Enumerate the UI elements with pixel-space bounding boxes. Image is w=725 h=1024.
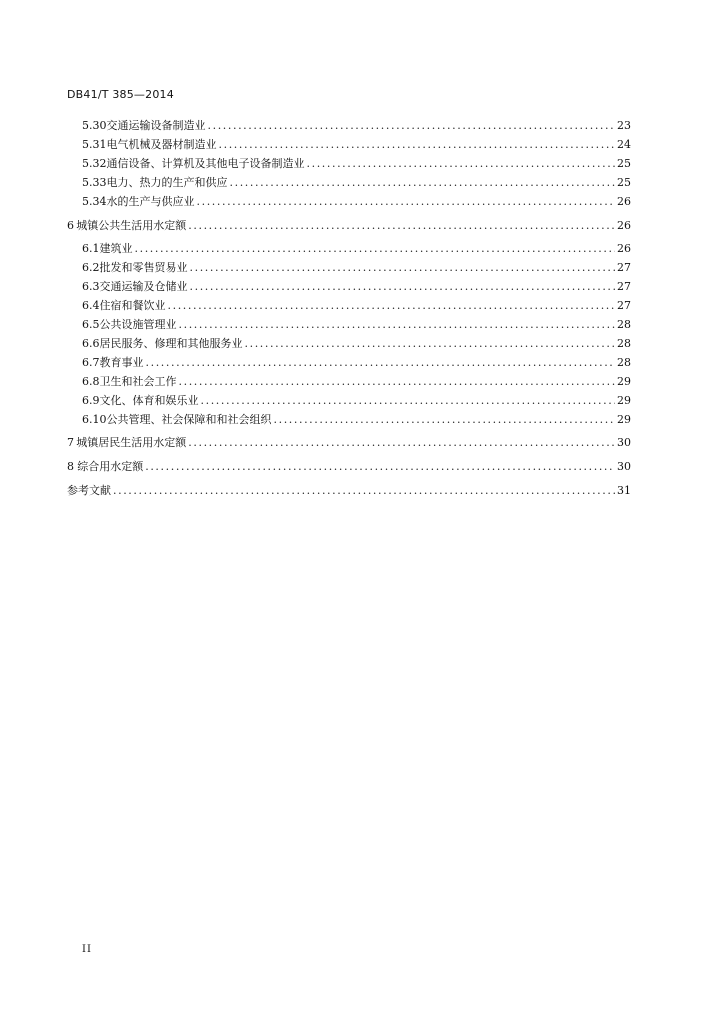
toc-entry-title: 交通运输及仓储业 — [99, 280, 188, 293]
toc-entry-page: 24 — [617, 138, 631, 151]
toc-entry[interactable] — [67, 219, 631, 233]
toc-entry-title: 城镇公共生活用水定额 — [76, 219, 187, 232]
toc-dot-leader — [113, 484, 615, 498]
toc-entry-number: 8 — [67, 460, 74, 473]
toc-entry-title: 教育事业 — [99, 356, 144, 369]
toc-entry-title: 参考文献 — [67, 484, 111, 497]
toc-entry-page: 27 — [617, 261, 631, 274]
toc-entry-title: 住宿和餐饮业 — [99, 299, 166, 312]
toc-entry-title: 电气机械及器材制造业 — [106, 138, 217, 151]
toc-dot-leader — [197, 195, 616, 209]
toc-entry-title: 公共设施管理业 — [99, 318, 177, 331]
toc-entry[interactable] — [82, 337, 631, 351]
toc-dot-leader — [307, 157, 616, 171]
toc-entry-page: 30 — [617, 460, 631, 473]
toc-entry-page: 30 — [617, 436, 631, 449]
toc-entry-number: 6.7 — [82, 356, 100, 369]
toc-entry-number: 6.10 — [82, 413, 107, 426]
toc-entry-page: 28 — [617, 318, 631, 331]
toc-dot-leader — [188, 219, 615, 233]
toc-entry[interactable] — [67, 460, 631, 474]
toc-entry-number: 5.30 — [82, 119, 107, 132]
toc-dot-leader — [190, 261, 616, 275]
toc-entry-number: 6.2 — [82, 261, 100, 274]
toc-entry[interactable] — [82, 413, 631, 427]
toc-entry[interactable] — [67, 436, 631, 450]
toc-entry-title: 城镇居民生活用水定额 — [76, 436, 187, 449]
toc-entry-number: 6.9 — [82, 394, 100, 407]
toc-entry-page: 26 — [617, 195, 631, 208]
toc-entry[interactable] — [82, 394, 631, 408]
toc-entry-title: 文化、体育和娱乐业 — [99, 394, 199, 407]
toc-entry-title: 批发和零售贸易业 — [99, 261, 188, 274]
toc-entry[interactable] — [82, 318, 631, 332]
toc-entry[interactable] — [82, 119, 631, 133]
toc-entry-number: 6.8 — [82, 375, 100, 388]
toc-dot-leader — [219, 138, 616, 152]
toc-entry-title: 居民服务、修理和其他服务业 — [99, 337, 243, 350]
toc-entry-title: 水的生产与供应业 — [106, 195, 195, 208]
toc-dot-leader — [208, 119, 616, 133]
toc-entry-page: 28 — [617, 337, 631, 350]
toc-entry-page: 29 — [617, 375, 631, 388]
toc-entry-number: 5.31 — [82, 138, 107, 151]
toc-entry-title: 建筑业 — [99, 242, 133, 255]
toc-entry-title: 电力、热力的生产和供应 — [106, 176, 228, 189]
toc-entry-page: 29 — [617, 394, 631, 407]
toc-dot-leader — [245, 337, 616, 351]
toc-entry[interactable] — [82, 176, 631, 190]
toc-dot-leader — [168, 299, 616, 313]
toc-entry-page: 26 — [617, 242, 631, 255]
toc-entry-number: 6.4 — [82, 299, 100, 312]
toc-entry-page: 28 — [617, 356, 631, 369]
toc-dot-leader — [146, 356, 616, 370]
toc-entry-title: 综合用水定额 — [77, 460, 144, 473]
toc-dot-leader — [230, 176, 616, 190]
toc-dot-leader — [188, 436, 615, 450]
toc-entry[interactable] — [82, 138, 631, 152]
toc-entry-page: 31 — [617, 484, 631, 497]
toc-entry-number: 6.3 — [82, 280, 100, 293]
toc-entry-title: 卫生和社会工作 — [99, 375, 177, 388]
toc-entry-number: 6.1 — [82, 242, 100, 255]
toc-entry-page: 27 — [617, 299, 631, 312]
toc-entry-page: 23 — [617, 119, 631, 132]
toc-entry-title: 交通运输设备制造业 — [106, 119, 206, 132]
toc-entry[interactable] — [82, 299, 631, 313]
toc-entry-page: 25 — [617, 176, 631, 189]
toc-entry-number: 6 — [67, 219, 74, 232]
toc-entry[interactable] — [82, 280, 631, 294]
toc-entry[interactable] — [82, 157, 631, 171]
toc-entry[interactable] — [67, 484, 631, 498]
toc-entry-number: 5.33 — [82, 176, 107, 189]
toc-entry-number: 6.5 — [82, 318, 100, 331]
toc-entry-number: 7 — [67, 436, 74, 449]
toc-entry-title: 通信设备、计算机及其他电子设备制造业 — [106, 157, 305, 170]
toc-dot-leader — [201, 394, 616, 408]
toc-entry-page: 27 — [617, 280, 631, 293]
toc-entry-number: 6.6 — [82, 337, 100, 350]
toc-entry-page: 29 — [617, 413, 631, 426]
page-number-footer: II — [82, 944, 92, 955]
toc-entry-page: 25 — [617, 157, 631, 170]
toc-entry[interactable] — [82, 195, 631, 209]
toc-entry[interactable] — [82, 375, 631, 389]
toc-entry-number: 5.32 — [82, 157, 107, 170]
toc-entry-number: 5.34 — [82, 195, 107, 208]
toc-entry[interactable] — [82, 242, 631, 256]
toc-entry-title: 公共管理、社会保障和和社会组织 — [106, 413, 272, 426]
toc-entry[interactable] — [82, 356, 631, 370]
toc-dot-leader — [274, 413, 616, 427]
toc-entry[interactable] — [82, 261, 631, 275]
document-code-header: DB41/T 385—2014 — [67, 88, 174, 101]
toc-dot-leader — [190, 280, 616, 294]
toc-dot-leader — [145, 460, 615, 474]
toc-dot-leader — [135, 242, 616, 256]
toc-dot-leader — [179, 375, 616, 389]
toc-entry-page: 26 — [617, 219, 631, 232]
toc-dot-leader — [179, 318, 616, 332]
